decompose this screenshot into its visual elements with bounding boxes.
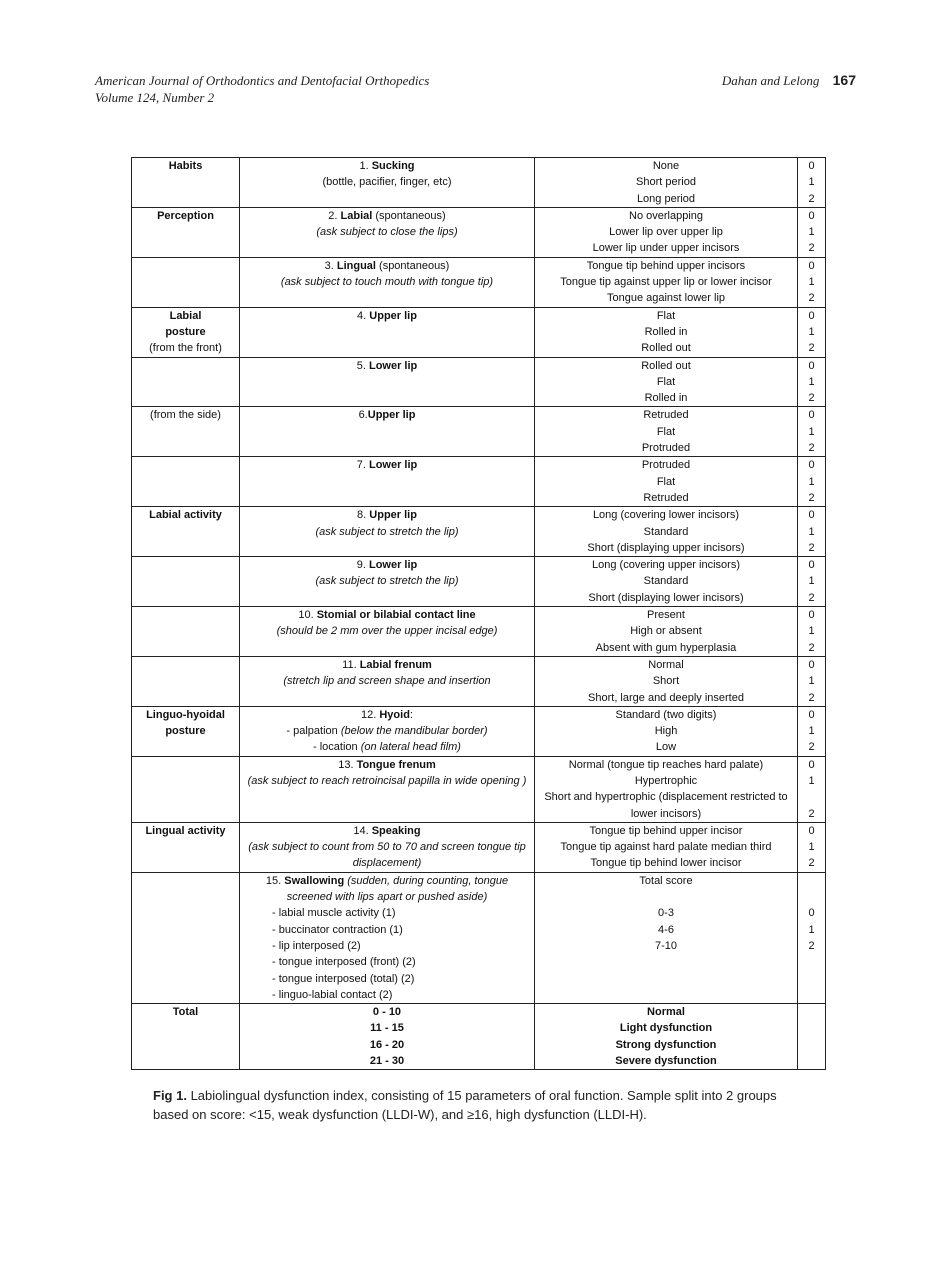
score-value: 1	[808, 475, 815, 488]
score-value: 1	[808, 625, 815, 638]
parameter-instruction: (stretch lip and screen shape and insertion	[283, 675, 491, 688]
option-label: Lower lip under upper incisors	[592, 242, 740, 255]
category-cell	[132, 507, 240, 557]
scores-cell	[798, 656, 826, 706]
category-cell	[132, 656, 240, 706]
parameter-name: Labial frenum	[359, 658, 432, 671]
parameter-name: Labial	[340, 209, 373, 222]
score-value: 1	[808, 575, 815, 588]
spacer	[798, 873, 825, 889]
scores-cell	[798, 1004, 826, 1070]
options-cell	[535, 307, 798, 357]
table-row	[132, 158, 826, 208]
score-value: 2	[808, 591, 815, 604]
score-value: 1	[808, 276, 815, 289]
score-value: 2	[808, 641, 815, 654]
parameter-name: Lingual	[336, 259, 376, 272]
parameter-text: 4.	[357, 309, 370, 322]
parameter-instruction: (ask subject to stretch the lip)	[315, 525, 459, 538]
caption-label: Fig 1.	[153, 1088, 187, 1103]
score-value: 2	[808, 541, 815, 554]
score-value: 0	[808, 509, 815, 522]
parameter-text: 2.	[328, 209, 341, 222]
category-label: Perception	[157, 209, 214, 222]
category-cell	[132, 457, 240, 507]
caption-text: Labiolingual dysfunction index, consisting of 15 parameters of oral function. Sample split into 2 groups based on score: <15, weak dysfunction (LLDI-W), and ≥16, high dysfunction (LLDI-H).	[153, 1088, 777, 1122]
score-value: 1	[808, 525, 815, 538]
parameter-cell	[240, 706, 535, 756]
swallowing-item: - labial muscle activity (1)	[272, 907, 396, 920]
option-label: None	[652, 160, 680, 172]
options-cell	[535, 507, 798, 557]
parameter-name: Lower lip	[368, 559, 418, 572]
parameter-text: 7.	[356, 459, 369, 472]
scores-cell	[798, 607, 826, 657]
parameter-cell	[240, 872, 535, 1003]
category-label: Labial activity	[149, 509, 222, 522]
category-cell	[132, 822, 240, 872]
table-row	[132, 756, 826, 822]
table-row	[132, 407, 826, 457]
options-cell	[535, 656, 798, 706]
parameter-instruction: (ask subject to count from 50 to 70 and screen tongue tip displacement)	[248, 841, 526, 870]
option-label: No overlapping	[629, 209, 703, 222]
parameter-cell	[240, 756, 535, 822]
parameter-text: 14.	[353, 824, 372, 837]
category-cell	[132, 407, 240, 457]
parameter-text: 1.	[359, 160, 372, 172]
score-value: 2	[808, 691, 815, 704]
score-value: 0	[808, 758, 815, 771]
option-label: Rolled out	[641, 342, 691, 355]
parameter-line	[244, 524, 530, 540]
score-value: 1	[808, 774, 815, 787]
category-label: posture	[165, 325, 206, 338]
option-label: Flat	[656, 425, 676, 438]
options-cell	[535, 257, 798, 307]
total-range: 0 - 10	[372, 1006, 402, 1019]
option-label: Rolled in	[644, 325, 688, 338]
category-cell	[132, 1004, 240, 1070]
score-value: 2	[808, 807, 815, 820]
parameter-line	[244, 457, 530, 473]
score-value: 0	[808, 160, 815, 172]
spacer	[798, 889, 825, 905]
score-value: 2	[808, 192, 815, 205]
parameter-line	[244, 707, 530, 723]
option-label: Flat	[656, 375, 676, 388]
option-label: High or absent	[630, 625, 702, 638]
parameter-text: 15.	[265, 874, 285, 887]
options-cell	[535, 756, 798, 822]
option-label: Protruded	[641, 459, 691, 472]
parameter-instruction: (should be 2 mm over the upper incisal edge)	[276, 625, 498, 638]
score-value: 1	[808, 226, 815, 239]
parameter-name: Lower lip	[368, 459, 418, 472]
parameter-name: Hyoid	[379, 708, 410, 721]
score-value: 1	[808, 325, 815, 338]
total-range: 21 - 30	[369, 1055, 405, 1068]
parameter-text: 11.	[342, 658, 360, 671]
option-label: Long (covering lower incisors)	[592, 509, 740, 522]
category-label: (from the side)	[150, 409, 221, 422]
scores-cell	[798, 307, 826, 357]
swallowing-item: - tongue interposed (front) (2)	[272, 956, 416, 969]
option-label: Hypertrophic	[634, 774, 698, 787]
option-label: Short, large and deeply inserted	[588, 691, 744, 704]
scores-cell	[798, 257, 826, 307]
parameter-text: 13.	[338, 758, 357, 771]
score-value: 1	[808, 176, 815, 189]
parameter-line	[244, 507, 530, 523]
scores-cell	[798, 557, 826, 607]
option-label: Low	[655, 741, 677, 754]
table-row	[132, 822, 826, 872]
option-label: Long (covering upper incisors)	[592, 559, 740, 572]
score-value: 1	[808, 841, 815, 854]
scores-cell	[798, 407, 826, 457]
category-cell	[132, 357, 240, 407]
category-label: Lingual activity	[145, 824, 226, 837]
parameter-name: Tongue frenum	[356, 758, 436, 771]
options-cell	[535, 872, 798, 1003]
parameter-text: 10.	[298, 609, 317, 622]
option-label: Rolled out	[641, 359, 691, 372]
score-value: 0	[808, 609, 815, 622]
option-label: Standard	[643, 525, 689, 538]
category-cell	[132, 706, 240, 756]
option-label: Standard	[643, 575, 689, 588]
category-cell	[132, 307, 240, 357]
score-value: 2	[808, 741, 815, 754]
parameter-line	[244, 623, 530, 639]
parameter-line	[244, 308, 530, 324]
parameter-instruction: (ask subject to stretch the lip)	[315, 575, 459, 588]
category-label: Habits	[168, 160, 203, 172]
table-row	[132, 207, 826, 257]
table-row	[132, 457, 826, 507]
parameter-name: Sucking	[371, 160, 415, 172]
category-label: Linguo-hyoidal	[146, 708, 225, 721]
category-label: (from the front)	[149, 342, 222, 355]
scores-cell	[798, 822, 826, 872]
score-value: 2	[808, 939, 815, 952]
parameter-instruction: (below the mandibular border)	[340, 725, 488, 738]
swallowing-item: - lip interposed (2)	[272, 939, 361, 952]
option-label: Short period	[636, 176, 696, 189]
score-range: 7-10	[654, 939, 678, 952]
parameter-line	[244, 274, 530, 290]
table-row-total	[132, 1004, 826, 1070]
scores-cell	[798, 872, 826, 1003]
parameter-instruction: (ask subject to close the lips)	[316, 226, 458, 239]
parameter-text: (bottle, pacifier, finger, etc)	[322, 176, 452, 189]
option-label: Lower lip over upper lip	[609, 226, 723, 239]
option-label: Present	[647, 609, 685, 622]
score-range: 0-3	[658, 907, 674, 920]
score-value: 0	[808, 309, 815, 322]
parameter-cell	[240, 257, 535, 307]
parameter-text: 12.	[361, 708, 380, 721]
parameter-cell	[240, 357, 535, 407]
running-header-authors	[722, 72, 856, 89]
score-value: 0	[808, 559, 815, 572]
journal-title: American Journal of Orthodontics and Dentofacial Orthopedics	[95, 73, 430, 88]
option-label: Normal	[648, 658, 684, 671]
parameter-note: :	[409, 708, 413, 721]
scores-cell	[798, 457, 826, 507]
parameter-line	[244, 873, 530, 906]
parameter-line	[244, 573, 530, 589]
option-label: Tongue tip against hard palate median third	[560, 841, 772, 854]
score-range: 4-6	[658, 923, 674, 936]
score-value: 0	[808, 907, 815, 920]
option-label: Short and hypertrophic (displacement restricted to lower incisors)	[544, 791, 788, 820]
options-cell	[535, 207, 798, 257]
figure-caption	[153, 1086, 813, 1124]
score-value: 1	[808, 425, 815, 438]
score-value: 0	[808, 209, 815, 222]
option-label: Tongue against lower lip	[606, 292, 726, 305]
total-range: 11 - 15	[370, 1022, 404, 1035]
parameter-line	[244, 224, 530, 240]
options-cell	[535, 357, 798, 407]
parameter-line	[244, 839, 530, 872]
score-value: 0	[808, 459, 815, 472]
table-row	[132, 257, 826, 307]
table-row	[132, 607, 826, 657]
table-row	[132, 507, 826, 557]
score-value: 0	[808, 409, 815, 422]
parameter-text: 3.	[324, 259, 337, 272]
total-levels-cell	[535, 1004, 798, 1070]
score-value: 2	[808, 342, 815, 355]
dysfunction-level: Severe dysfunction	[615, 1055, 717, 1068]
option-label: Normal (tongue tip reaches hard palate)	[568, 758, 764, 771]
option-label: Flat	[656, 309, 676, 322]
parameter-cell	[240, 557, 535, 607]
option-label: Tongue tip behind lower incisor	[590, 857, 742, 870]
category-label: posture	[165, 725, 206, 738]
table-row	[132, 557, 826, 607]
score-value: 1	[808, 725, 815, 738]
parameter-name: Stomial or bilabial contact line	[316, 609, 476, 622]
parameter-text: - palpation	[286, 725, 341, 738]
parameter-name: Swallowing	[284, 874, 345, 887]
score-value: 2	[808, 857, 815, 870]
parameter-text: 9.	[356, 559, 369, 572]
options-cell	[535, 822, 798, 872]
scores-cell	[798, 207, 826, 257]
score-value: 0	[808, 824, 815, 837]
parameter-line	[244, 773, 530, 789]
running-header-journal	[95, 72, 429, 106]
score-value: 0	[808, 708, 815, 721]
parameter-text: - location	[313, 741, 361, 754]
swallowing-item: - tongue interposed (total) (2)	[272, 972, 415, 985]
dysfunction-level: Normal	[647, 1006, 685, 1019]
dysfunction-level: Strong dysfunction	[615, 1038, 717, 1051]
parameter-name: Upper lip	[367, 409, 416, 422]
option-label: Tongue tip behind upper incisors	[586, 259, 746, 272]
parameter-line	[244, 823, 530, 839]
option-label: Standard (two digits)	[615, 708, 717, 721]
page-number: 167	[832, 72, 856, 88]
option-label: Short (displaying lower incisors)	[588, 591, 744, 604]
parameter-name: Upper lip	[369, 309, 417, 322]
score-value: 1	[808, 923, 815, 936]
score-spacer	[798, 789, 825, 805]
parameter-name: Upper lip	[369, 509, 417, 522]
category-cell	[132, 257, 240, 307]
category-cell	[132, 607, 240, 657]
parameter-cell	[240, 158, 535, 208]
authors: Dahan and Lelong	[721, 73, 820, 88]
parameter-line	[244, 723, 530, 739]
parameter-line	[244, 258, 530, 274]
options-cell	[535, 607, 798, 657]
table-row	[132, 706, 826, 756]
parameter-line	[244, 557, 530, 573]
scores-cell	[798, 158, 826, 208]
category-cell	[132, 557, 240, 607]
parameter-note: (spontaneous)	[372, 209, 446, 222]
parameter-cell	[240, 822, 535, 872]
score-value: 2	[808, 442, 815, 455]
parameter-cell	[240, 507, 535, 557]
parameter-name: Speaking	[371, 824, 421, 837]
table-row-swallowing	[132, 872, 826, 1003]
options-cell	[535, 407, 798, 457]
category-cell	[132, 872, 240, 1003]
score-value: 2	[808, 242, 815, 255]
parameter-text: 8.	[357, 509, 370, 522]
parameter-cell	[240, 607, 535, 657]
parameter-line	[244, 174, 530, 190]
total-ranges-cell	[240, 1004, 535, 1070]
option-label: Retruded	[643, 409, 689, 422]
parameter-cell	[240, 207, 535, 257]
option-label: Flat	[656, 475, 676, 488]
parameter-line	[244, 208, 530, 224]
parameter-line	[244, 673, 530, 689]
parameter-text: 5.	[356, 359, 369, 372]
parameter-line	[244, 358, 530, 374]
parameter-note: (spontaneous)	[375, 259, 450, 272]
option-label: High	[654, 725, 678, 738]
option-label: Short	[652, 675, 680, 688]
table-row	[132, 357, 826, 407]
parameter-instruction: (sudden, during counting, tongue screened with lips apart or pushed aside)	[286, 874, 509, 904]
scores-cell	[798, 357, 826, 407]
options-cell	[535, 557, 798, 607]
option-label: Tongue tip behind upper incisor	[589, 824, 743, 837]
option-label: Tongue tip against upper lip or lower incisor	[560, 276, 772, 289]
journal-volume: Volume 124, Number 2	[95, 90, 215, 105]
dysfunction-level: Light dysfunction	[619, 1022, 713, 1035]
option-label: Short (displaying upper incisors)	[587, 541, 745, 554]
table-row	[132, 307, 826, 357]
parameter-text: 6.	[358, 409, 368, 422]
category-cell	[132, 158, 240, 208]
category-label: Labial	[169, 309, 202, 322]
parameter-instruction: (on lateral head film)	[360, 741, 461, 754]
parameter-cell	[240, 407, 535, 457]
parameter-line	[244, 607, 530, 623]
category-cell	[132, 207, 240, 257]
options-cell	[535, 457, 798, 507]
swallowing-item: - buccinator contraction (1)	[272, 923, 403, 936]
score-value: 1	[808, 375, 815, 388]
score-value: 0	[808, 658, 815, 671]
scores-cell	[798, 756, 826, 822]
parameter-instruction: (ask subject to reach retroincisal papilla in wide opening )	[247, 774, 527, 787]
option-label: Absent with gum hyperplasia	[595, 641, 737, 654]
parameter-cell	[240, 307, 535, 357]
score-value: 0	[808, 359, 815, 372]
score-value: 2	[808, 392, 815, 405]
options-cell	[535, 706, 798, 756]
score-value: 1	[808, 675, 815, 688]
parameter-line	[244, 407, 530, 423]
option-label: Protruded	[641, 442, 691, 455]
score-value: 2	[808, 292, 815, 305]
total-range: 16 - 20	[369, 1038, 405, 1051]
parameter-name: Lower lip	[368, 359, 418, 372]
category-cell	[132, 756, 240, 822]
lldi-table-body	[132, 158, 826, 1070]
total-score-label: Total score	[639, 874, 693, 887]
parameter-line	[244, 657, 530, 673]
spacer	[539, 889, 793, 905]
score-value: 2	[808, 491, 815, 504]
lldi-table	[131, 157, 826, 1070]
swallowing-item: - linguo-labial contact (2)	[272, 988, 393, 1001]
score-value: 0	[808, 259, 815, 272]
parameter-line	[244, 739, 530, 755]
table-row	[132, 656, 826, 706]
parameter-instruction: (ask subject to touch mouth with tongue tip)	[280, 276, 494, 289]
parameter-cell	[240, 656, 535, 706]
option-label: Rolled in	[644, 392, 688, 405]
scores-cell	[798, 706, 826, 756]
option-label: Retruded	[643, 491, 689, 504]
options-cell	[535, 158, 798, 208]
parameter-cell	[240, 457, 535, 507]
total-label: Total	[172, 1006, 199, 1019]
scores-cell	[798, 507, 826, 557]
option-label: Long period	[636, 192, 696, 205]
parameter-line	[244, 757, 530, 773]
parameter-line	[244, 158, 530, 174]
